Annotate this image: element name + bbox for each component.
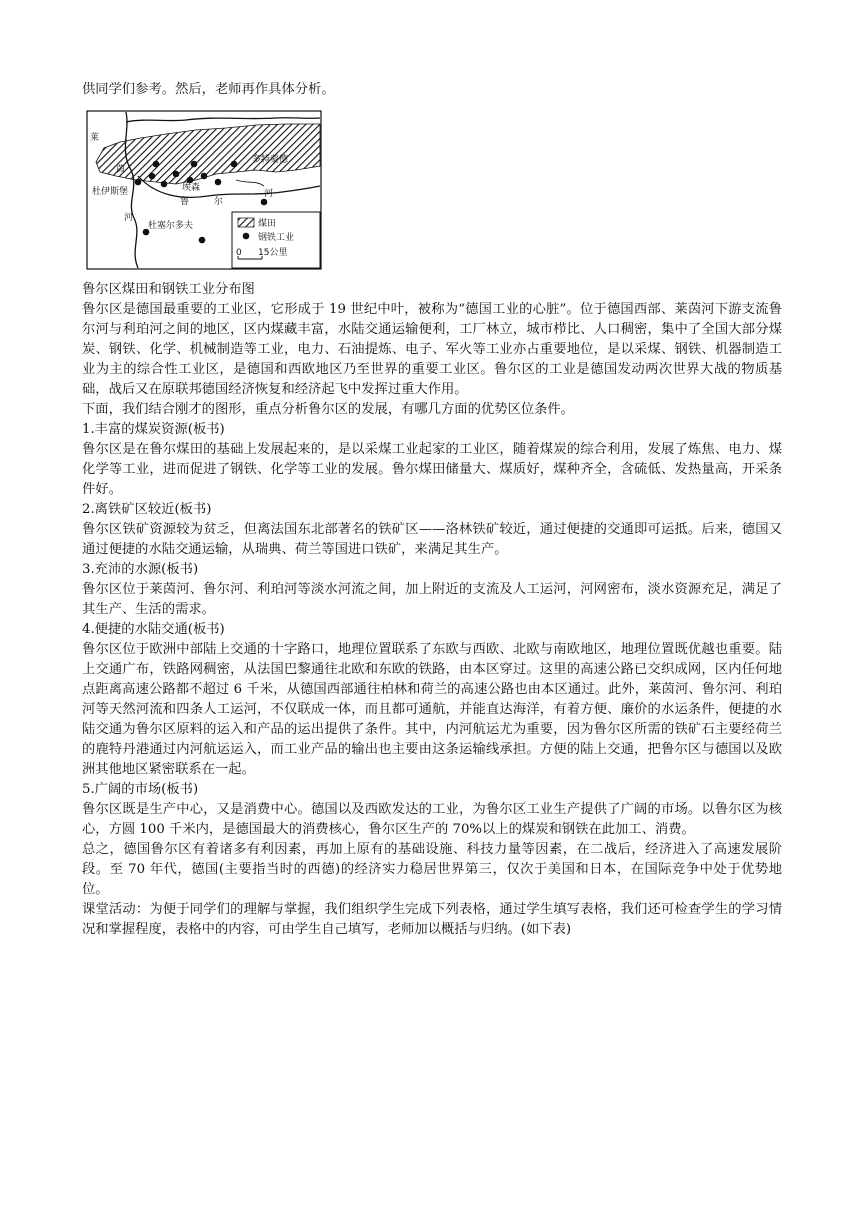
ruhr-map-svg [86,110,322,270]
legend-steel-swatch [243,233,250,240]
map-label-yin: 茵 [116,165,126,175]
map-label-dusseldorf: 杜塞尔多夫 [148,221,194,231]
steel-point [149,173,156,180]
heading-3: 3.充沛的水源(板书) [82,562,199,577]
paragraph-1: 鲁尔区是德国最重要的工业区，它形成于 19 世纪中叶，被称为“德国工业的心脏”。位于德国西部、莱茵河下游支流鲁尔河与利珀河之间的地区，区内煤藏丰富，水陆交通运输便利，工厂林立，城市栉比、人口稠密，集中了全国大部分煤炭、钢铁、化学、机械制造等工业，电力、石油提炼、电子、军火等工业亦占重要地位，是以采煤、钢铁、机器制造工业为主的综合性工业区，是德国和西欧地区乃至世界的重要工业区。鲁尔区的工业是德国发动两次世界大战的物质基础，战后又在原联邦德国经济恢复和经济起飞中发挥过重大作用。 [82,302,782,397]
paragraph-5: 鲁尔区位于莱茵河、鲁尔河、利珀河等淡水河流之间，加上附近的支流及人工运河，河网密布，淡水资源充足，满足了其生产、生活的需求。 [82,582,782,617]
steel-point [215,179,222,186]
paragraph-2: 下面，我们结合刚才的图形，重点分析鲁尔区的发展，有哪几方面的优势区位条件。 [82,402,574,417]
map-legend [232,212,320,268]
steel-point [153,161,160,168]
document-page [82,80,782,940]
heading-2: 2.离铁矿区较近(板书) [82,502,212,517]
heading-1: 1.丰富的煤炭资源(板书) [82,422,225,437]
steel-point [173,171,180,178]
legend-coal-swatch [238,218,254,227]
intro-line: 供同学们参考。然后，老师再作具体分析。 [82,82,335,97]
paragraph-4: 鲁尔区铁矿资源较为贫乏，但离法国东北部著名的铁矿区——洛林铁矿较近，通过便捷的交通即可运抵。后来，德国又通过便捷的水陆交通运输，从瑞典、荷兰等国进口铁矿，来满足其生产。 [82,522,782,557]
paragraph-7: 鲁尔区既是生产中心，又是消费中心。德国以及西欧发达的工业，为鲁尔区工业生产提供了广阔的市场。以鲁尔区为核心，方圆 100 千米内，是德国最大的消费核心，鲁尔区生产的 70%以上的煤炭和钢铁在此加工、消费。 [82,802,782,837]
map-label-lai: 莱 [90,133,100,143]
map-label-dortmund: 多特蒙德 [252,155,289,165]
steel-point [199,237,206,244]
steel-point [231,161,238,168]
legend-steel-label: 钢铁工业 [258,233,295,243]
steel-point [261,199,268,206]
map-label-lu: 鲁 [180,197,190,207]
map-label-er: 尔 [214,197,224,207]
map-label-essen: 埃森 [182,183,201,193]
steel-point [135,179,142,186]
heading-4: 4.便捷的水陆交通(板书) [82,622,225,637]
map-label-he-right: 河 [264,189,274,199]
heading-5: 5.广阔的市场(板书) [82,782,199,797]
steel-point [191,161,198,168]
steel-point [201,173,208,180]
map-caption: 鲁尔区煤田和钢铁工业分布图 [82,282,255,297]
scale-text: 15公里 [258,248,288,258]
paragraph-3: 鲁尔区是在鲁尔煤田的基础上发展起来的，是以采煤工业起家的工业区，随着煤炭的综合利用，发展了炼焦、电力、煤化学等工业，进而促进了钢铁、化学等工业的发展。鲁尔煤田储量大、煤质好，煤种齐全，含硫低、发热量高，开采条件好。 [82,442,782,497]
paragraph-6: 鲁尔区位于欧洲中部陆上交通的十字路口，地理位置联系了东欧与西欧、北欧与南欧地区，地理位置既优越也重要。陆上交通广布，铁路网稠密，从法国巴黎通往北欧和东欧的铁路，由本区穿过。这里的高速公路已交织成网，区内任何地点距离高速公路都不超过 6 千米，从德国西部通往柏林和荷兰的高速公路也由本区通过。此外，莱茵河、鲁尔河、利珀河等天然河流和四条人工运河，不仅联成一体，而且都可通航，并能直达海洋，有着方便、廉价的水运条件，便捷的水陆交通为鲁尔区原料的运入和产品的运出提供了条件。其中，内河航运尤为重要，因为鲁尔区所需的铁矿石主要经荷兰的鹿特丹港通过内河航运运入，而工业产品的输出也主要由这条运输线承担。方便的陆上交通，把鲁尔区与德国以及欧洲其他地区紧密联系在一起。 [82,642,782,777]
ruhr-map [86,110,322,270]
paragraph-9: 课堂活动：为便于同学们的理解与掌握，我们组织学生完成下列表格，通过学生填写表格，我们还可检查学生的学习情况和掌握程度，表格中的内容，可由学生自己填写，老师加以概括与归纳。(如下表) [82,902,782,937]
map-label-he-left: 河 [124,213,134,223]
legend-coal-label: 煤田 [258,219,277,229]
paragraph-8: 总之，德国鲁尔区有着诸多有利因素，再加上原有的基础设施、科技力量等因素，在二战后，经济进入了高速发展阶段。至 70 年代，德国(主要指当时的西德)的经济实力稳居世界第三，仅次于美国和日本，在国际竞争中处于优势地位。 [82,842,782,897]
steel-point [161,181,168,188]
scale-zero: 0 [236,248,242,258]
map-label-duisburg: 杜伊斯堡 [92,187,129,197]
